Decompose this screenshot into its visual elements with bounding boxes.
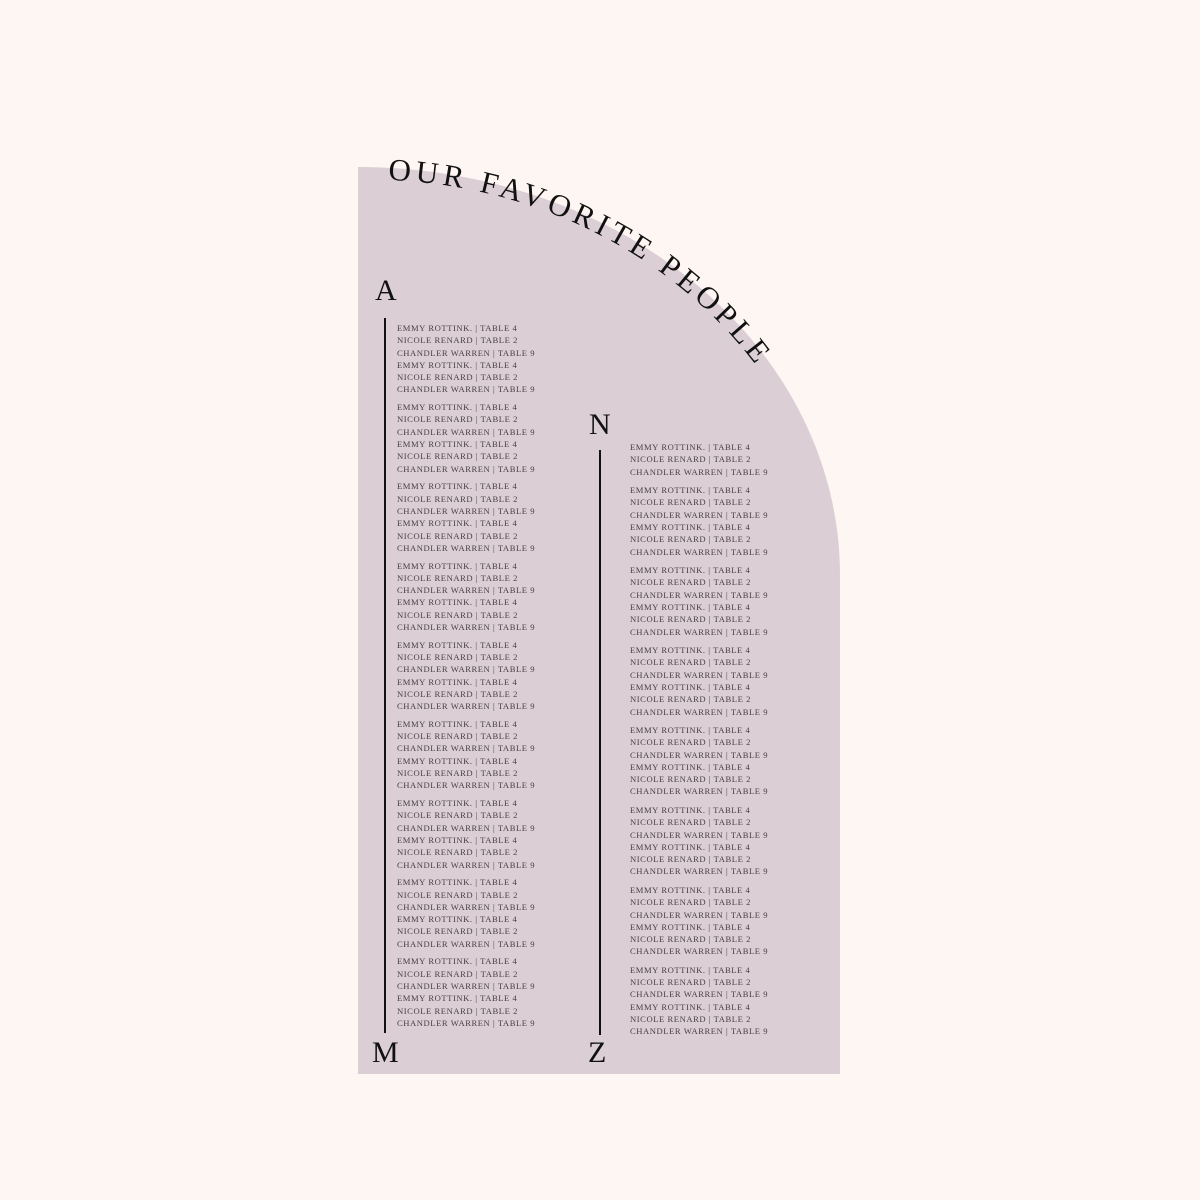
guest-entry: CHANDLER WARREN | TABLE 9	[630, 866, 769, 877]
guest-entry: EMMY ROTTINK. | TABLE 4	[630, 681, 751, 692]
guest-entry: CHANDLER WARREN | TABLE 9	[397, 347, 536, 358]
guest-entry: CHANDLER WARREN | TABLE 9	[397, 780, 536, 791]
guest-entry: EMMY ROTTINK. | TABLE 4	[630, 724, 751, 735]
guest-entry: NICOLE RENARD | TABLE 2	[397, 768, 518, 779]
guest-entry: NICOLE RENARD | TABLE 2	[630, 934, 751, 945]
guest-group	[397, 560, 535, 634]
guest-entry: EMMY ROTTINK. | TABLE 4	[397, 798, 518, 809]
guest-group	[397, 797, 535, 871]
guest-entry: NICOLE RENARD | TABLE 2	[630, 497, 751, 508]
guest-entry: EMMY ROTTINK. | TABLE 4	[630, 964, 751, 975]
guest-group	[397, 480, 535, 554]
guest-group	[397, 322, 535, 396]
guest-entry: EMMY ROTTINK. | TABLE 4	[397, 639, 518, 650]
section-end-letter-z: Z	[588, 1036, 607, 1069]
guest-entry: CHANDLER WARREN | TABLE 9	[397, 743, 536, 754]
guest-entry: CHANDLER WARREN | TABLE 9	[630, 829, 769, 840]
guest-group	[630, 804, 768, 878]
guest-entry: EMMY ROTTINK. | TABLE 4	[397, 914, 518, 925]
guest-entry: CHANDLER WARREN | TABLE 9	[630, 909, 769, 920]
section-start-letter-a: A	[375, 274, 397, 307]
guest-entry: EMMY ROTTINK. | TABLE 4	[630, 645, 751, 656]
guest-entry: CHANDLER WARREN | TABLE 9	[630, 989, 769, 1000]
guest-entry: CHANDLER WARREN | TABLE 9	[397, 585, 536, 596]
guest-group	[630, 884, 768, 958]
guest-entry: NICOLE RENARD | TABLE 2	[397, 688, 518, 699]
guest-entry: EMMY ROTTINK. | TABLE 4	[397, 439, 518, 450]
guest-entry: CHANDLER WARREN | TABLE 9	[397, 463, 536, 474]
guest-entry: NICOLE RENARD | TABLE 2	[630, 774, 751, 785]
guest-entry: EMMY ROTTINK. | TABLE 4	[397, 993, 518, 1004]
guest-entry: CHANDLER WARREN | TABLE 9	[397, 938, 536, 949]
guest-entry: EMMY ROTTINK. | TABLE 4	[397, 560, 518, 571]
guest-entry: CHANDLER WARREN | TABLE 9	[397, 1017, 536, 1028]
guest-entry: NICOLE RENARD | TABLE 2	[397, 810, 518, 821]
guest-group	[630, 964, 768, 1038]
guest-entry: EMMY ROTTINK. | TABLE 4	[397, 956, 518, 967]
guest-entry: NICOLE RENARD | TABLE 2	[397, 493, 518, 504]
guest-entry: EMMY ROTTINK. | TABLE 4	[397, 518, 518, 529]
guest-entry: EMMY ROTTINK. | TABLE 4	[630, 841, 751, 852]
guest-entry: CHANDLER WARREN | TABLE 9	[397, 901, 536, 912]
guest-entry: EMMY ROTTINK. | TABLE 4	[397, 597, 518, 608]
guest-entry: CHANDLER WARREN | TABLE 9	[630, 626, 769, 637]
guest-entry: EMMY ROTTINK. | TABLE 4	[397, 755, 518, 766]
section-divider-a-m	[384, 318, 386, 1033]
guest-entry: NICOLE RENARD | TABLE 2	[397, 847, 518, 858]
guest-entry: NICOLE RENARD | TABLE 2	[630, 534, 751, 545]
guest-entry: NICOLE RENARD | TABLE 2	[397, 1005, 518, 1016]
guest-entry: NICOLE RENARD | TABLE 2	[630, 577, 751, 588]
guest-entry: CHANDLER WARREN | TABLE 9	[630, 706, 769, 717]
section-end-letter-m: M	[372, 1036, 399, 1069]
guest-entry: NICOLE RENARD | TABLE 2	[630, 854, 751, 865]
guest-entry: NICOLE RENARD | TABLE 2	[630, 977, 751, 988]
guest-entry: EMMY ROTTINK. | TABLE 4	[397, 834, 518, 845]
section-start-letter-n: N	[589, 408, 611, 441]
guest-entry: EMMY ROTTINK. | TABLE 4	[630, 601, 751, 612]
guest-entry: CHANDLER WARREN | TABLE 9	[397, 542, 536, 553]
guest-entry: CHANDLER WARREN | TABLE 9	[397, 980, 536, 991]
guest-group	[630, 644, 768, 718]
guest-entry: CHANDLER WARREN | TABLE 9	[630, 749, 769, 760]
guest-entry: CHANDLER WARREN | TABLE 9	[630, 546, 769, 557]
guest-entry: EMMY ROTTINK. | TABLE 4	[397, 676, 518, 687]
guest-entry: CHANDLER WARREN | TABLE 9	[397, 426, 536, 437]
guest-list-n-z	[630, 441, 768, 1038]
guest-entry: EMMY ROTTINK. | TABLE 4	[630, 485, 751, 496]
guest-entry: NICOLE RENARD | TABLE 2	[630, 657, 751, 668]
guest-group	[630, 564, 768, 638]
guest-entry: NICOLE RENARD | TABLE 2	[630, 897, 751, 908]
guest-entry: NICOLE RENARD | TABLE 2	[397, 926, 518, 937]
sign-title-text: OUR FAVORITE PEOPLE	[387, 151, 781, 373]
guest-entry: NICOLE RENARD | TABLE 2	[397, 372, 518, 383]
guest-list-a-m	[397, 322, 535, 1029]
guest-entry: EMMY ROTTINK. | TABLE 4	[630, 884, 751, 895]
guest-entry: CHANDLER WARREN | TABLE 9	[397, 505, 536, 516]
guest-entry: NICOLE RENARD | TABLE 2	[630, 614, 751, 625]
guest-entry: CHANDLER WARREN | TABLE 9	[630, 509, 769, 520]
guest-entry: NICOLE RENARD | TABLE 2	[630, 694, 751, 705]
guest-group	[397, 718, 535, 792]
section-divider-n-z	[599, 450, 601, 1035]
guest-entry: NICOLE RENARD | TABLE 2	[397, 968, 518, 979]
guest-entry: EMMY ROTTINK. | TABLE 4	[630, 804, 751, 815]
guest-entry: EMMY ROTTINK. | TABLE 4	[630, 442, 751, 452]
guest-entry: EMMY ROTTINK. | TABLE 4	[630, 921, 751, 932]
guest-entry: CHANDLER WARREN | TABLE 9	[630, 466, 769, 477]
guest-entry: NICOLE RENARD | TABLE 2	[630, 737, 751, 748]
guest-entry: CHANDLER WARREN | TABLE 9	[397, 859, 536, 870]
guest-entry: NICOLE RENARD | TABLE 2	[397, 651, 518, 662]
guest-entry: NICOLE RENARD | TABLE 2	[397, 731, 518, 742]
guest-entry: EMMY ROTTINK. | TABLE 4	[397, 359, 518, 370]
guest-entry: EMMY ROTTINK. | TABLE 4	[397, 402, 518, 413]
guest-entry: NICOLE RENARD | TABLE 2	[630, 454, 751, 465]
guest-group	[397, 876, 535, 950]
guest-entry: CHANDLER WARREN | TABLE 9	[397, 622, 536, 632]
guest-entry: NICOLE RENARD | TABLE 2	[397, 572, 518, 583]
guest-entry: NICOLE RENARD | TABLE 2	[397, 451, 518, 462]
guest-entry: CHANDLER WARREN | TABLE 9	[630, 786, 769, 797]
guest-group	[630, 484, 768, 558]
guest-group	[630, 441, 768, 478]
guest-entry: CHANDLER WARREN | TABLE 9	[397, 822, 536, 833]
guest-entry: CHANDLER WARREN | TABLE 9	[397, 664, 536, 675]
guest-entry: EMMY ROTTINK. | TABLE 4	[630, 761, 751, 772]
guest-entry: EMMY ROTTINK. | TABLE 4	[630, 521, 751, 532]
guest-entry: EMMY ROTTINK. | TABLE 4	[397, 481, 518, 492]
guest-group	[397, 955, 535, 1029]
guest-entry: EMMY ROTTINK. | TABLE 4	[630, 565, 751, 576]
guest-entry: EMMY ROTTINK. | TABLE 4	[397, 323, 518, 333]
guest-entry: CHANDLER WARREN | TABLE 9	[630, 946, 769, 957]
guest-entry: CHANDLER WARREN | TABLE 9	[397, 701, 536, 712]
guest-entry: EMMY ROTTINK. | TABLE 4	[630, 1001, 751, 1012]
guest-entry: CHANDLER WARREN | TABLE 9	[630, 589, 769, 600]
guest-entry: NICOLE RENARD | TABLE 2	[630, 1014, 751, 1025]
guest-group	[397, 639, 535, 713]
guest-entry: CHANDLER WARREN | TABLE 9	[630, 669, 769, 680]
guest-group	[630, 724, 768, 798]
guest-entry: NICOLE RENARD | TABLE 2	[397, 889, 518, 900]
guest-entry: NICOLE RENARD | TABLE 2	[397, 609, 518, 620]
guest-entry: CHANDLER WARREN | TABLE 9	[630, 1026, 769, 1037]
guest-entry: NICOLE RENARD | TABLE 2	[397, 335, 518, 346]
guest-entry: EMMY ROTTINK. | TABLE 4	[397, 877, 518, 888]
guest-group	[397, 401, 535, 475]
guest-entry: NICOLE RENARD | TABLE 2	[397, 414, 518, 425]
guest-entry: CHANDLER WARREN | TABLE 9	[397, 384, 536, 395]
guest-entry: NICOLE RENARD | TABLE 2	[630, 817, 751, 828]
guest-entry: NICOLE RENARD | TABLE 2	[397, 530, 518, 541]
guest-entry: EMMY ROTTINK. | TABLE 4	[397, 718, 518, 729]
